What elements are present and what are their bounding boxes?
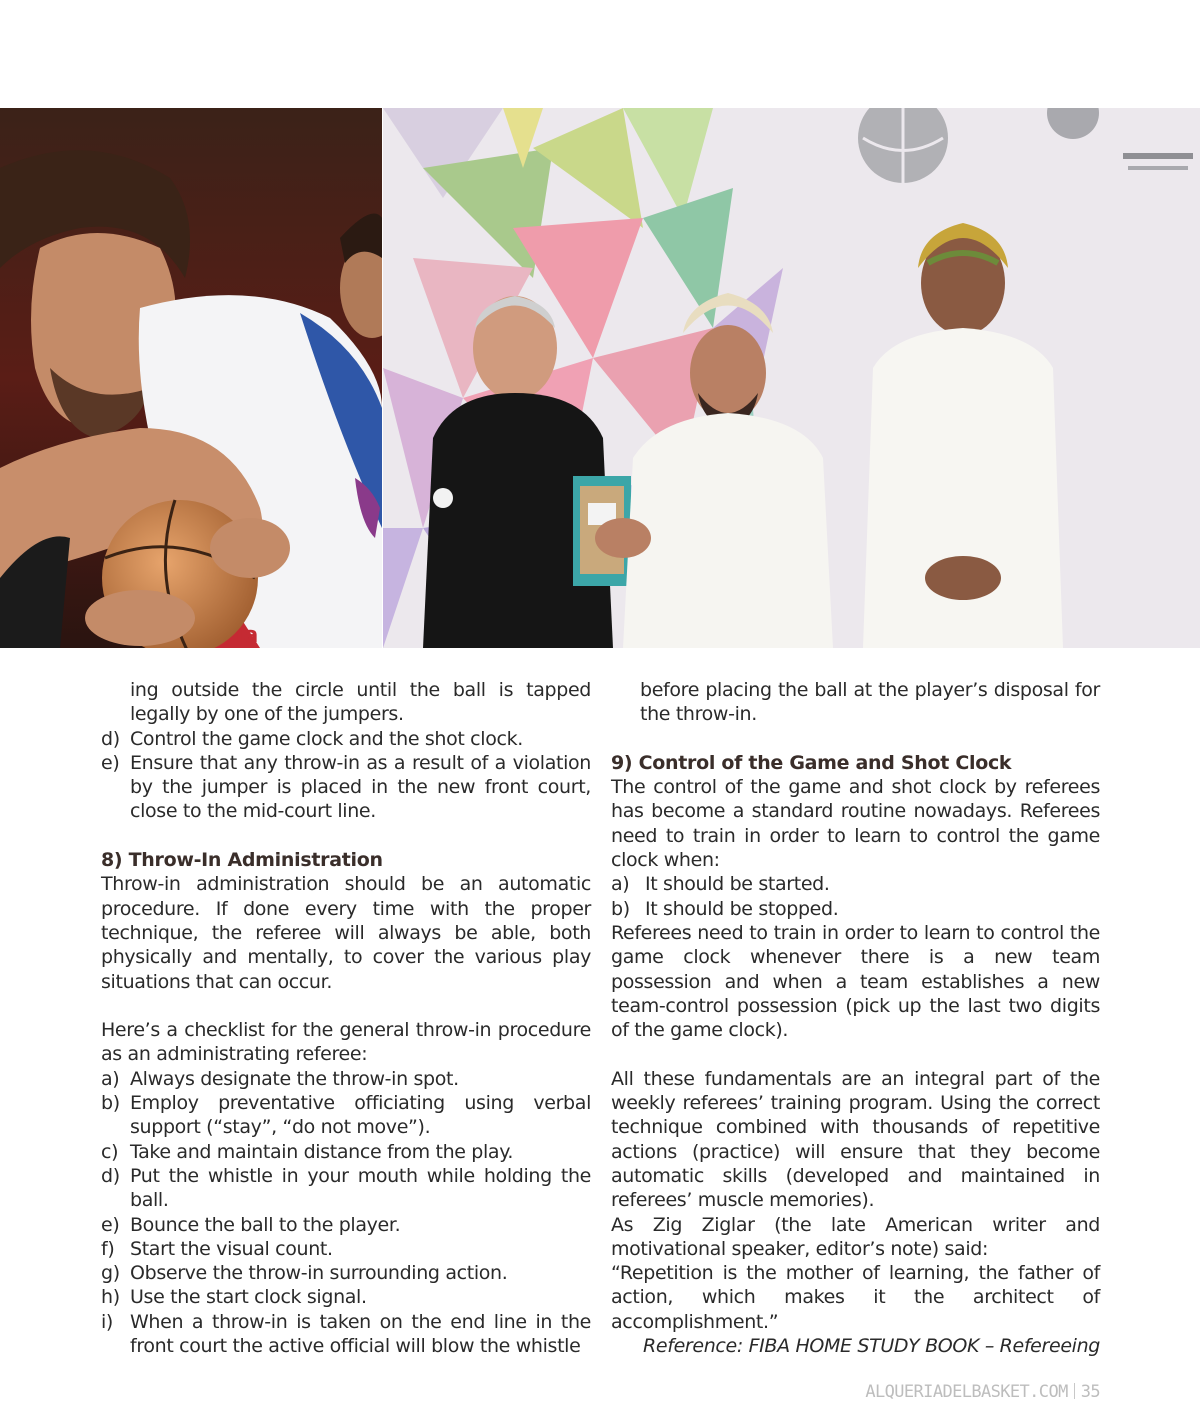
spacer [611, 1042, 1100, 1066]
award-ceremony-photo [383, 108, 1200, 648]
list-item [101, 1261, 591, 1285]
basketball-photo-art [0, 108, 382, 648]
jersey-text: ia [236, 623, 259, 648]
list-item [101, 1067, 591, 1091]
list-text: Put the whistle in your mouth while holding the ball. [130, 1164, 591, 1212]
section-8-paragraph: Throw-in administration should be an automatic procedure. If done every time with the proper technique, the referee will always be able, both physically and mentally, to cover the various play situations that can occur. [101, 873, 591, 993]
list-item [101, 727, 591, 751]
page-footer [865, 1382, 1100, 1402]
list-marker: e) [101, 1213, 120, 1236]
right-column [611, 678, 1100, 1358]
site-name[interactable]: ALQUERIADELBASKET.COM [865, 1382, 1068, 1402]
list-text: Observe the throw-in surrounding action. [130, 1262, 508, 1285]
list-text: Always designate the throw-in spot. [130, 1067, 459, 1090]
left-column [101, 678, 591, 1358]
list-text: Use the start clock signal. [130, 1286, 367, 1309]
reference: Reference: FIBA HOME STUDY BOOK – Refereeing [643, 1335, 1100, 1358]
list-marker: d) [101, 727, 120, 750]
list-item [101, 1285, 591, 1309]
list-item [101, 1237, 591, 1261]
list-text: Ensure that any throw-in as a result of a violation by the jumper is placed in the new front court, close to the mid-court line. [130, 751, 591, 823]
list-text: Bounce the ball to the player. [130, 1213, 401, 1236]
list-marker: g) [101, 1262, 120, 1285]
list-marker: b) [611, 897, 630, 920]
section-9-heading: 9) Control of the Game and Shot Clock [611, 751, 1012, 774]
jump-ball-list [101, 727, 591, 824]
spacer [101, 824, 591, 848]
game-clock-list [611, 872, 1100, 921]
footer-divider [1074, 1383, 1075, 1399]
left-continued-text: ing outside the circle until the ball is tapped legally by one of the jumpers. [130, 679, 591, 726]
list-item [101, 751, 591, 824]
spacer [101, 994, 591, 1018]
right-continued-text: before placing the ball at the player’s disposal for the throw-in. [640, 679, 1100, 726]
list-marker: b) [101, 1092, 120, 1115]
award-ceremony-photo-art [383, 108, 1200, 648]
list-marker: e) [101, 751, 120, 774]
list-text: Take and maintain distance from the play. [130, 1140, 514, 1163]
list-item [101, 1091, 591, 1140]
list-marker: a) [101, 1067, 120, 1090]
list-item [101, 1140, 591, 1164]
closing-paragraph: All these fundamentals are an integral part of the weekly referees’ training program. Using the correct technique combined with thousands of repetitive actions (practice) will ensure that they become automatic skills (developed and maintained in referees’ muscle memories). [611, 1067, 1100, 1212]
list-item [101, 1213, 591, 1237]
list-text: When a throw-in is taken on the end line in the front court the active official will blow the whistle [130, 1310, 591, 1358]
list-text: Control the game clock and the shot clock. [130, 727, 523, 750]
quote: “Repetition is the mother of learning, the father of action, which makes it the architect of accomplishment.” [611, 1262, 1100, 1333]
list-marker: d) [101, 1164, 120, 1187]
list-text: Employ preventative officiating using verbal support (“stay”, “do not move”). [130, 1092, 591, 1139]
section-9-paragraph: The control of the game and shot clock by referees has become a standard routine nowadays. Referees need to train in order to learn to control the game clock when: [611, 776, 1100, 872]
list-text: It should be stopped. [645, 897, 839, 920]
list-item [101, 1164, 591, 1213]
section-8-heading: 8) Throw-In Administration [101, 849, 383, 872]
list-marker: f) [101, 1237, 115, 1260]
checklist-intro: Here’s a checklist for the general throw-in procedure as an administrating referee: [101, 1019, 591, 1066]
page-number: 35 [1080, 1382, 1100, 1402]
list-text: It should be started. [645, 873, 830, 896]
list-marker: a) [611, 873, 630, 896]
list-marker: h) [101, 1286, 120, 1309]
quote-intro: As Zig Ziglar (the late American writer and motivational speaker, editor’s note) said: [611, 1213, 1100, 1260]
list-marker: c) [101, 1140, 119, 1163]
spacer [611, 727, 1100, 751]
list-item [101, 1310, 591, 1359]
list-item [611, 872, 1100, 896]
throw-in-checklist [101, 1067, 591, 1359]
basketball-photo [0, 108, 382, 648]
section-9-paragraph-2: Referees need to train in order to learn to control the game clock whenever there is a new team possession and when a team establishes a new team-control possession (pick up the last two digits of the game clock). [611, 921, 1100, 1042]
list-text: Start the visual count. [130, 1237, 333, 1260]
list-item [611, 897, 1100, 921]
list-marker: i) [101, 1310, 113, 1333]
